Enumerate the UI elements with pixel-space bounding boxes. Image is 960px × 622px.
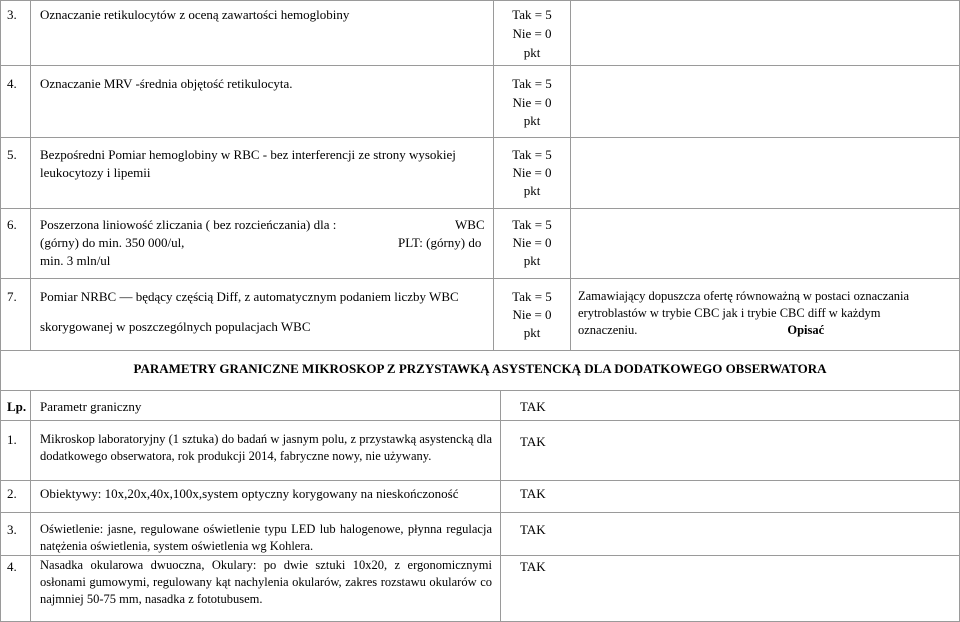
- row-divider: [0, 350, 960, 351]
- tak-score: Tak = 5: [512, 76, 552, 91]
- col-divider: [30, 390, 31, 622]
- tak-score: Tak = 5: [512, 147, 552, 162]
- row-description: Oznaczanie MRV -średnia objętość retikulocyta.: [40, 76, 293, 91]
- param-number: 1.: [7, 432, 17, 447]
- row-divider: [0, 278, 960, 279]
- row-divider: [0, 0, 960, 1]
- col-divider: [570, 0, 571, 350]
- row-description: Poszerzona liniowość zliczania ( bez rozcieńczania) dla :: [40, 217, 337, 232]
- row-number: 7.: [7, 289, 17, 304]
- row-divider: [0, 512, 960, 513]
- note-action: Opisać: [787, 323, 825, 337]
- row-number: 6.: [7, 217, 17, 232]
- tak-score: Tak = 5: [512, 217, 552, 232]
- tak-score: Tak = 5: [512, 289, 552, 304]
- row-divider: [0, 480, 960, 481]
- row-description: leukocytozy i lipemii: [40, 165, 151, 180]
- col-divider: [0, 0, 1, 622]
- param-header: Parametr graniczny: [40, 399, 142, 414]
- row-divider: [0, 390, 960, 391]
- row-number: 4.: [7, 76, 17, 91]
- row-divider: [0, 420, 960, 421]
- nie-score: Nie = 0: [512, 235, 552, 250]
- row-description: Oznaczanie retikulocytów z oceną zawartości hemoglobiny: [40, 7, 350, 22]
- row-divider: [0, 137, 960, 138]
- nie-score: Nie = 0: [512, 307, 552, 322]
- param-number: 2.: [7, 486, 17, 501]
- row-description: PLT: (górny) do: [398, 235, 482, 250]
- row-description: (górny) do min. 350 000/ul,: [40, 235, 185, 250]
- param-tak: TAK: [520, 522, 546, 537]
- param-tak: TAK: [520, 559, 546, 574]
- section-title: PARAMETRY GRANICZNE MIKROSKOP Z PRZYSTAWKĄ ASYSTENCKĄ DLA DODATKOWEGO OBSERWATORA: [133, 361, 827, 376]
- tak-header: TAK: [520, 399, 546, 414]
- tak-score: Tak = 5: [512, 7, 552, 22]
- param-text: Nasadka okularowa dwuoczna, Okulary: po dwie sztuki 10x20, z ergonomicznymi osłonami gumowymi, regulowany kąt nachylenia okularów, zakres rozstawu okularów co najmniej 50-75 mm, nasadka z fototubusem.: [40, 558, 492, 606]
- row-description: min. 3 mln/ul: [40, 253, 111, 268]
- param-tak: TAK: [520, 486, 546, 501]
- col-divider: [500, 390, 501, 622]
- pkt-label: pkt: [523, 253, 541, 268]
- row-number: 5.: [7, 147, 17, 162]
- pkt-label: pkt: [523, 325, 541, 340]
- row-divider: [0, 208, 960, 209]
- row-divider: [0, 65, 960, 66]
- pkt-label: pkt: [523, 45, 541, 60]
- param-number: 3.: [7, 522, 17, 537]
- lp-header: Lp.: [7, 399, 27, 414]
- col-divider: [30, 0, 31, 350]
- pkt-label: pkt: [523, 183, 541, 198]
- row-description: Bezpośredni Pomiar hemoglobiny w RBC - bez interferencji ze strony wysokiej: [40, 147, 456, 162]
- param-text: Obiektywy: 10x,20x,40x,100x,system optyczny korygowany na nieskończoność: [40, 486, 459, 501]
- row-description: Pomiar NRBC — będący częścią Diff, z automatycznym podaniem liczby WBC: [40, 289, 459, 304]
- param-text: Oświetlenie: jasne, regulowane oświetlenie typu LED lub halogenowe, płynna regulacja natężenia oświetlenia, system oświetlenia wg Kohlera.: [40, 522, 492, 553]
- equivalence-note: [578, 288, 938, 339]
- row-description: skorygowanej w poszczególnych populacjach WBC: [40, 319, 311, 334]
- pkt-label: pkt: [523, 113, 541, 128]
- nie-score: Nie = 0: [512, 95, 552, 110]
- row-divider: [0, 555, 960, 556]
- nie-score: Nie = 0: [512, 26, 552, 41]
- note-text: Zamawiający dopuszcza ofertę równoważną w postaci oznaczania erytroblastów w trybie CBC jak i trybie CBC diff w każdym oznaczeniu.: [578, 289, 910, 337]
- param-number: 4.: [7, 559, 17, 574]
- param-tak: TAK: [520, 434, 546, 449]
- nie-score: Nie = 0: [512, 165, 552, 180]
- param-text: Mikroskop laboratoryjny (1 sztuka) do badań w jasnym polu, z przystawką asystencką dla dodatkowego obserwatora, rok produkcji 2014, fabryczne nowy, nie używany.: [40, 432, 492, 463]
- row-number: 3.: [7, 7, 17, 22]
- row-description: WBC: [455, 217, 485, 232]
